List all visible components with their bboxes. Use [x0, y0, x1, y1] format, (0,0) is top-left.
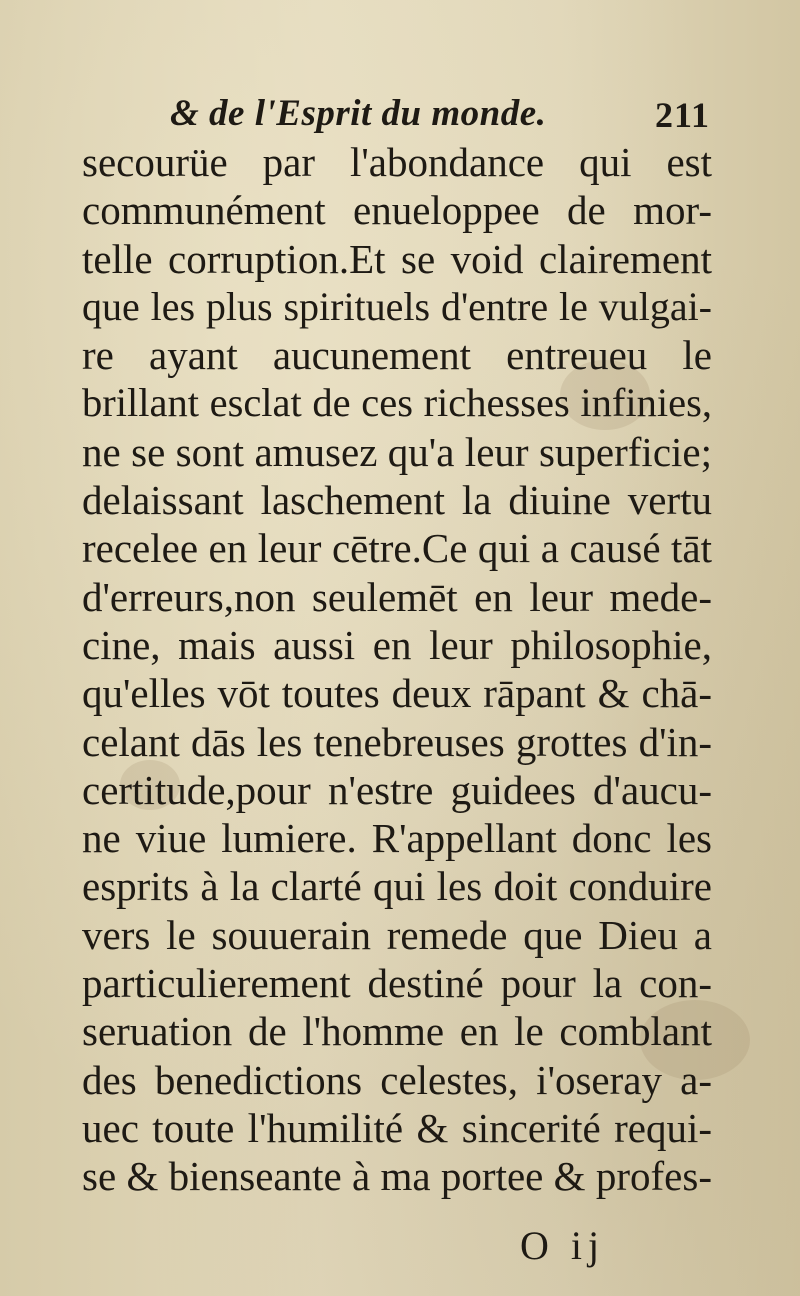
text-line: re ayant aucunement entreueu le	[82, 332, 712, 379]
text-line: qu'elles vōt toutes deux rāpant & chā-	[82, 670, 712, 717]
text-line: vers le souuerain remede que Dieu a	[82, 911, 712, 958]
body-text	[82, 138, 712, 1201]
text-line: cine, mais aussi en leur philosophie,	[82, 621, 712, 668]
text-line: certitude,pour n'estre guidees d'aucu-	[82, 766, 712, 813]
page-number: 211	[654, 95, 710, 135]
text-line: d'erreurs,non seulemēt en leur mede-	[82, 573, 712, 620]
text-line: communément enueloppee de mor-	[82, 187, 712, 234]
text-line: telle corruption.Et se void clairement	[82, 235, 712, 282]
text-line: que les plus spirituels d'entre le vulgai-	[82, 283, 712, 329]
signature-mark: O ij	[520, 1223, 606, 1268]
text-line: ne se sont amusez qu'a leur superficie;	[82, 428, 712, 475]
text-line: brillant esclat de ces richesses infinies,	[82, 380, 712, 426]
text-line: seruation de l'homme en le comblant	[82, 1008, 712, 1055]
text-line: particulierement destiné pour la con-	[82, 960, 712, 1007]
page-header	[170, 92, 710, 144]
text-line: se & bienseante à ma portee & profes-	[82, 1153, 712, 1200]
text-line: des benedictions celestes, i'oseray a-	[82, 1056, 712, 1103]
text-line: recelee en leur cētre.Ce qui a causé tāt	[82, 525, 712, 572]
text-line: delaissant laschement la diuine vertu	[82, 477, 712, 524]
text-line: secourüe par l'abondance qui est	[82, 139, 712, 185]
text-line: ne viue lumiere. R'appellant donc les	[82, 815, 712, 862]
text-line: celant dās les tenebreuses grottes d'in-	[82, 718, 712, 765]
running-title: & de l'Esprit du monde.	[170, 93, 547, 134]
text-line: esprits à la clarté qui les doit conduire	[82, 863, 712, 910]
text-line: uec toute l'humilité & sincerité requi-	[82, 1104, 712, 1151]
